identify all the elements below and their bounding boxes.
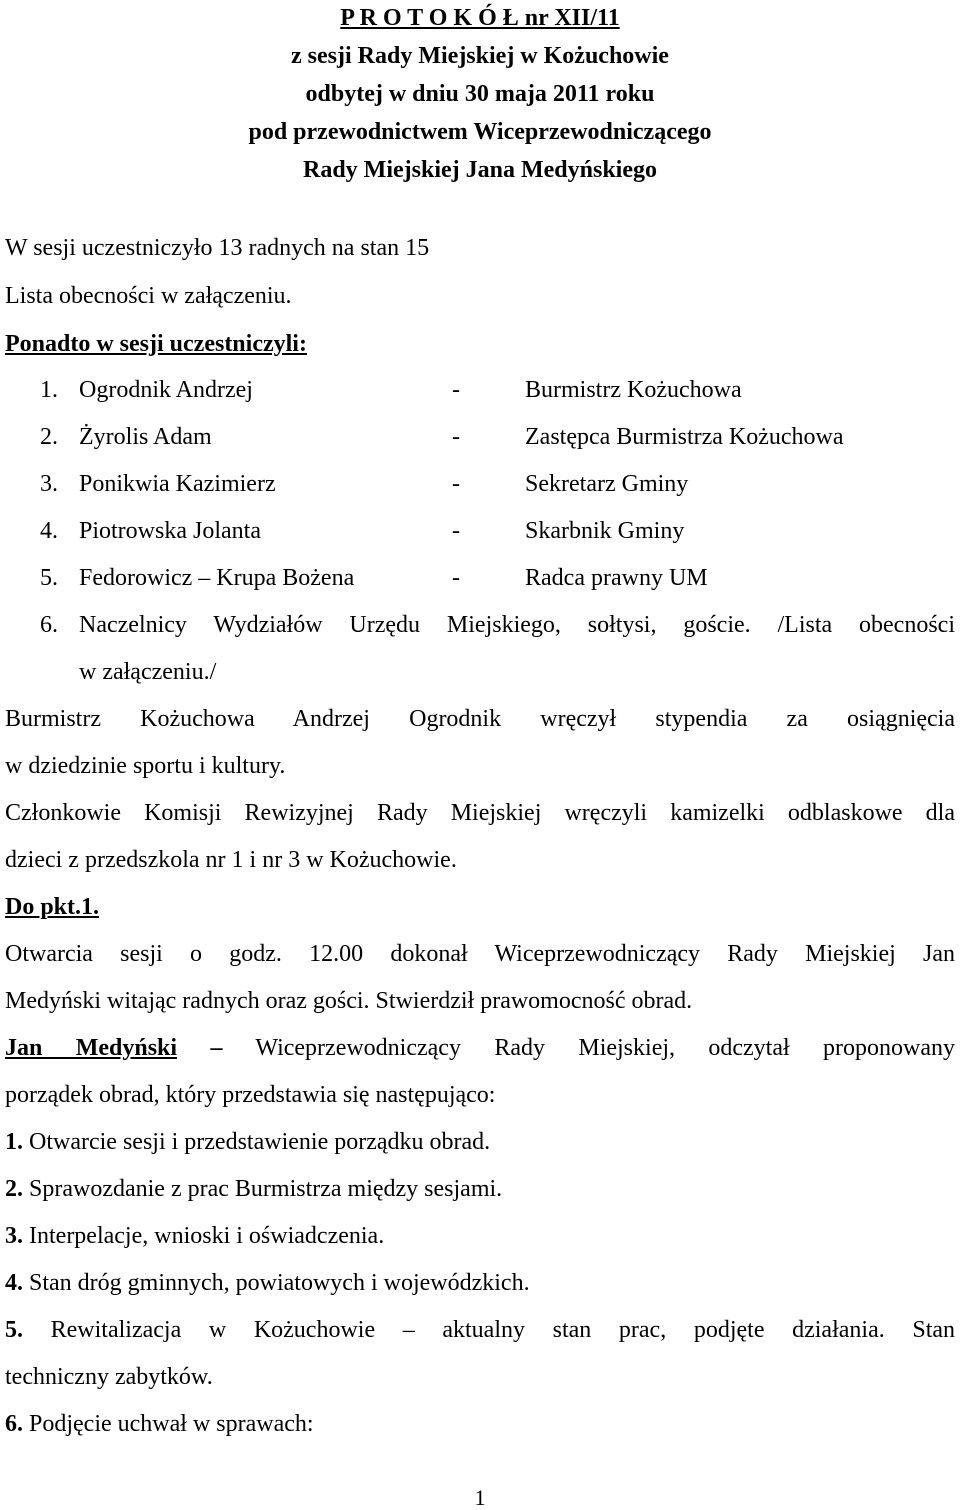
agenda-intro-paragraph	[5, 1034, 955, 1062]
vests-paragraph-cont: dzieci z przedszkola nr 1 i nr 3 w Kożuchowie.	[5, 847, 457, 873]
agenda-item	[5, 1316, 955, 1344]
agenda-number: 3.	[5, 1223, 23, 1249]
document-title: P R O T O K Ó Ł nr XII/11	[340, 5, 620, 31]
agenda-text: Sprawozdanie z prac Burmistrza między sesjami.	[29, 1176, 503, 1202]
agenda-text: Stan dróg gminnych, powiatowych i wojewódzkich.	[29, 1270, 530, 1296]
agenda-intro-cont: porządek obrad, który przedstawia się następująco:	[5, 1082, 496, 1108]
agenda-item	[5, 1222, 384, 1250]
guests-heading: Ponadto w sesji uczestniczyli:	[5, 331, 307, 357]
agenda-number: 6.	[5, 1411, 23, 1437]
agenda-item	[5, 1128, 490, 1156]
opening-paragraph: Otwarcia sesji o godz. 12.00 dokonał Wiceprzewodniczący Rady Miejskiej Jan	[5, 941, 955, 967]
title-line-chair: pod przewodnictwem Wiceprzewodniczącego	[248, 119, 712, 145]
attendance-list-note: Lista obecności w załączeniu.	[5, 283, 292, 309]
attendee-dash: -	[452, 518, 460, 544]
attendee-name: Żyrolis Adam	[79, 424, 212, 450]
attendee-role: Sekretarz Gminy	[525, 471, 689, 497]
attendance-count: W sesji uczestniczyło 13 radnych na stan 15	[5, 235, 430, 261]
attendee-role: Zastępca Burmistrza Kożuchowa	[525, 424, 844, 450]
agenda-intro-text: Wiceprzewodniczący Rady Miejskiej, odczytał proponowany	[255, 1035, 956, 1061]
point-1-heading: Do pkt.1.	[5, 894, 100, 920]
attendee-role: Burmistrz Kożuchowa	[525, 377, 742, 403]
attendee-others: Naczelnicy Wydziałów Urzędu Miejskiego, sołtysi, goście. /Lista obecności	[79, 612, 955, 638]
attendee-number: 6.	[40, 612, 58, 638]
agenda-text: Rewitalizacja w Kożuchowie – aktualny stan prac, podjęte działania. Stan	[50, 1317, 956, 1343]
attendee-name: Ogrodnik Andrzej	[79, 377, 253, 403]
attendee-dash: -	[452, 377, 460, 403]
agenda-item	[5, 1269, 530, 1297]
agenda-item	[5, 1410, 314, 1438]
scholarship-paragraph: Burmistrz Kożuchowa Andrzej Ogrodnik wręczył stypendia za osiągnięcia	[5, 706, 955, 732]
agenda-text: Interpelacje, wnioski i oświadczenia.	[29, 1223, 385, 1249]
agenda-text: Otwarcie sesji i przedstawienie porządku obrad.	[29, 1129, 491, 1155]
attendee-number: 5.	[40, 565, 58, 591]
agenda-number: 5.	[5, 1317, 23, 1343]
agenda-item	[5, 1175, 502, 1203]
scholarship-paragraph-cont: w dziedzinie sportu i kultury.	[5, 753, 286, 779]
title-line-session: z sesji Rady Miejskiej w Kożuchowie	[291, 43, 669, 69]
opening-paragraph-cont: Medyński witając radnych oraz gości. Stwierdził prawomocność obrad.	[5, 988, 693, 1014]
chair-name: Jan Medyński	[5, 1035, 178, 1061]
vests-paragraph: Członkowie Komisji Rewizyjnej Rady Miejskiej wręczyli kamizelki odblaskowe dla	[5, 800, 955, 826]
attendee-name: Piotrowska Jolanta	[79, 518, 261, 544]
attendee-role: Skarbnik Gminy	[525, 518, 685, 544]
agenda-item-cont: techniczny zabytków.	[5, 1364, 213, 1390]
chair-dash: –	[210, 1035, 223, 1061]
agenda-number: 4.	[5, 1270, 23, 1296]
attendee-dash: -	[452, 565, 460, 591]
attendee-dash: -	[452, 471, 460, 497]
attendee-dash: -	[452, 424, 460, 450]
agenda-text: Podjęcie uchwał w sprawach:	[29, 1411, 314, 1437]
attendee-number: 3.	[40, 471, 58, 497]
attendee-role: Radca prawny UM	[525, 565, 708, 591]
title-line-date: odbytej w dniu 30 maja 2011 roku	[305, 81, 655, 107]
attendee-number: 2.	[40, 424, 58, 450]
page-number: 1	[474, 1485, 486, 1510]
attendee-others-cont: w załączeniu./	[79, 659, 217, 685]
title-line-chair-name: Rady Miejskiej Jana Medyńskiego	[303, 157, 657, 183]
agenda-number: 1.	[5, 1129, 23, 1155]
attendee-name: Fedorowicz – Krupa Bożena	[79, 565, 355, 591]
attendee-number: 4.	[40, 518, 58, 544]
agenda-number: 2.	[5, 1176, 23, 1202]
attendee-number: 1.	[40, 377, 58, 403]
attendee-name: Ponikwia Kazimierz	[79, 471, 276, 497]
